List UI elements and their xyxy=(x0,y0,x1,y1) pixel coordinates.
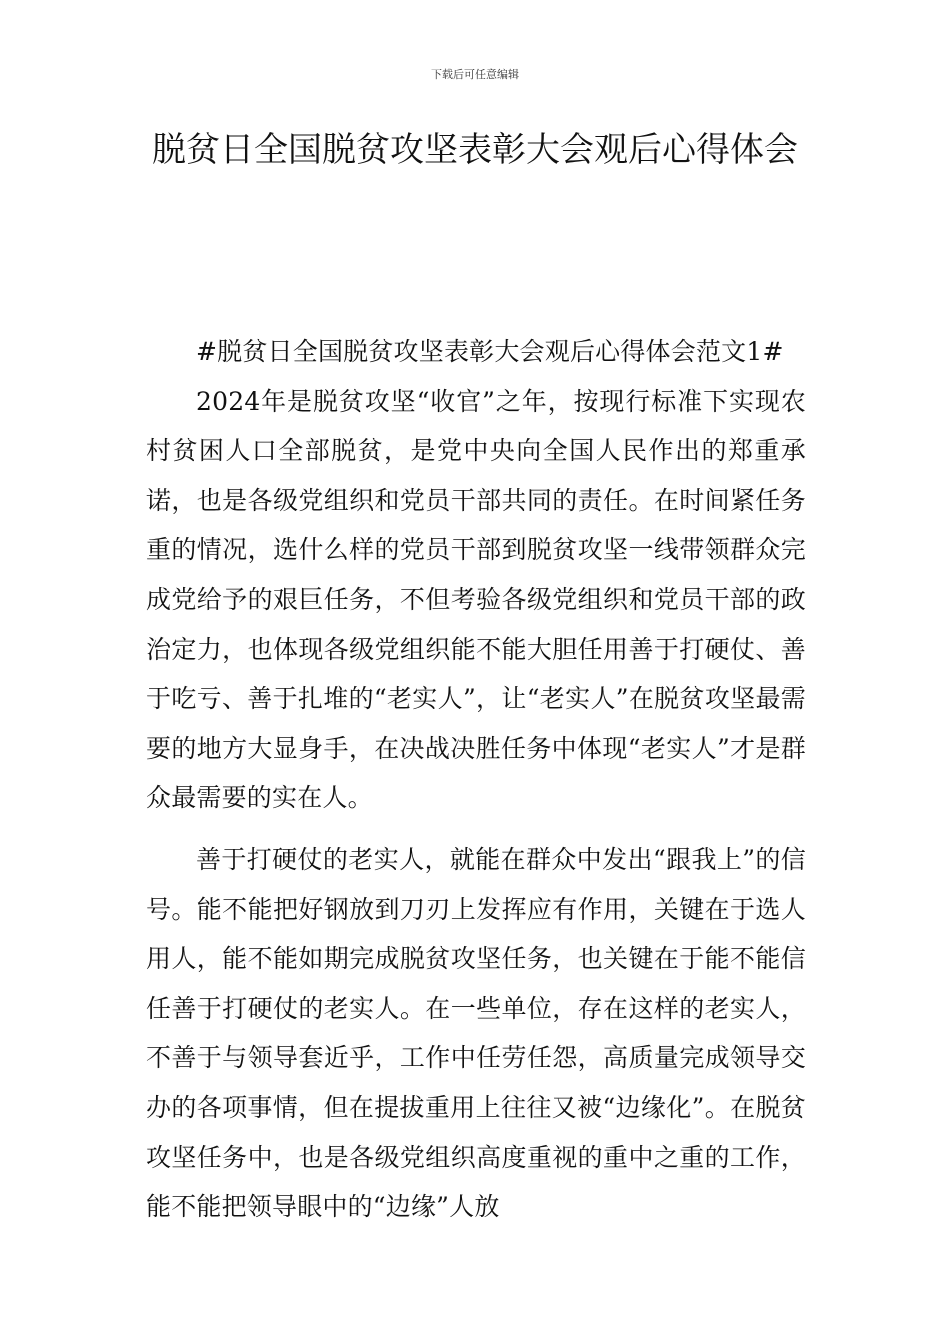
section-heading: #脱贫日全国脱贫攻坚表彰大会观后心得体会范文1# xyxy=(196,337,784,366)
body-paragraph: 2024年是脱贫攻坚“收官”之年，按现行标准下实现农村贫困人口全部脱贫，是党中央向全国人民作出的郑重承诺，也是各级党组织和党员干部共同的责任。在时间紧任务重的情况，选什么样的党员干部到脱贫攻坚一线带领群众完成党给予的艰巨任务，不但考验各级党组织和党员干部的政治定力，也体现各级党组织能不能大胆任用善于打硬仗、善于吃亏、善于扎堆的“老实人”，让“老实人”在脱贫攻坚最需要的地方大显身手，在决战决胜任务中体现“老实人”才是群众最需要的实在人。 xyxy=(146,386,806,813)
document-title: 脱贫日全国脱贫攻坚表彰大会观后心得体会 xyxy=(152,130,798,170)
document-body xyxy=(146,327,806,1232)
body-paragraph: 善于打硬仗的老实人，就能在群众中发出“跟我上”的信号。能不能把好钢放到刀刃上发挥应有作用，关键在于选人用人，能不能如期完成脱贫攻坚任务，也关键在于能不能信任善于打硬仗的老实人。在一些单位，存在这样的老实人，不善于与领导套近乎，工作中任劳任怨，高质量完成领导交办的各项事情，但在提拔重用上往往又被“边缘化”。在脱贫攻坚任务中，也是各级党组织高度重视的重中之重的工作，能不能把领导眼中的“边缘”人放 xyxy=(146,844,806,1222)
header-note: 下载后可任意编辑 xyxy=(431,68,519,81)
